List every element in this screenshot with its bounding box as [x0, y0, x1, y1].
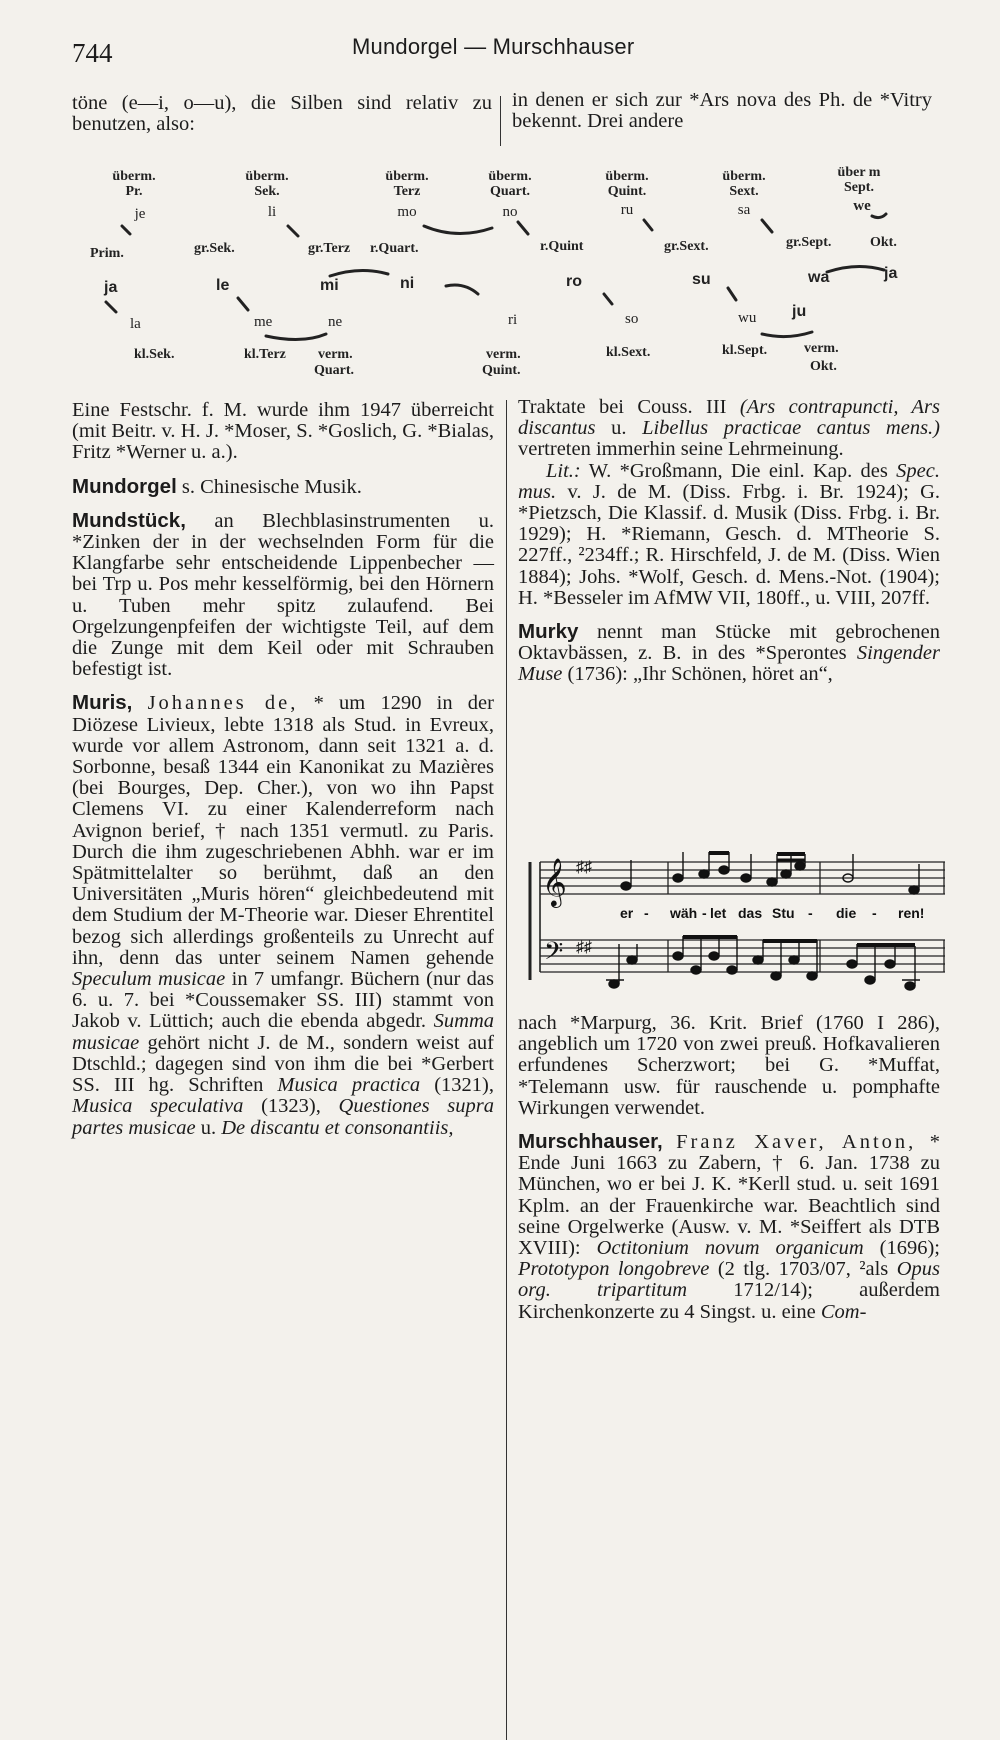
person-name: Johannes de, — [147, 692, 299, 715]
middle-label: Okt. — [870, 235, 897, 250]
entry-text: u. — [200, 1116, 217, 1139]
upper-syllable: sa — [737, 202, 751, 218]
note-head — [673, 952, 683, 960]
lower-syllable: ri — [508, 312, 518, 328]
entry-mundorgel — [72, 476, 494, 498]
entry-murky — [518, 621, 940, 686]
note-head — [847, 960, 857, 968]
work-title: Libellus practicae cantus mens.) — [642, 417, 941, 440]
top-left-text — [72, 93, 492, 135]
entry-text: vertreten immerhin seine Lehrmeinung. — [518, 438, 844, 461]
headword-muris: Muris, — [72, 691, 133, 715]
headword-mundorgel: Mundorgel — [72, 474, 177, 498]
arrow-mark — [288, 226, 298, 236]
arrow-mark — [762, 220, 772, 232]
person-name: Franz Xaver, Anton, — [676, 1131, 917, 1154]
running-head: Mundorgel — Murschhauser — [352, 34, 635, 59]
lower-syllable: wu — [738, 310, 757, 326]
upper-label: Quint. — [607, 184, 647, 199]
main-syllable: le — [216, 277, 230, 294]
lyric-syllable: let — [710, 905, 727, 921]
page-number: 744 — [72, 38, 113, 68]
note-head — [781, 870, 791, 878]
murky-continuation: nach *Marpurg, 36. Krit. Brief (1760 I 286), angeblich um 1720 von zwei preuß. Hofkavalieren erfundenes Scherzwort; bei G. *Muffat, *Telemann usw. für rauschende u. pomphafte Wirkungen verwendet. — [518, 1012, 940, 1119]
work-title: Opus org. tripartitum — [518, 1258, 941, 1302]
lower-syllable: la — [130, 316, 141, 332]
main-syllable: su — [692, 271, 711, 288]
column-divider — [506, 400, 507, 1740]
arc-mark — [330, 270, 388, 276]
upper-syllable: li — [267, 204, 277, 220]
work-title: Questiones supra partes musicae — [72, 1095, 494, 1139]
entry-text: Traktate bei Couss. III — [518, 396, 727, 418]
note-head — [789, 956, 799, 964]
lyric-syllable: das — [738, 905, 763, 921]
work-title: Speculum musicae — [72, 968, 226, 991]
entry-text: (1736): „Ihr Schönen, höret an“, — [567, 663, 833, 686]
lower-syllable: so — [625, 311, 639, 327]
right-column-lower — [518, 1013, 940, 1323]
headword-mundstueck: Mundstück, — [72, 508, 186, 532]
note-head — [741, 874, 751, 882]
middle-label: gr.Terz — [308, 241, 351, 256]
note-head — [865, 976, 875, 984]
key-signature: ♯♯ — [576, 939, 592, 956]
traktate-paragraph — [518, 397, 940, 461]
top-right-text — [512, 90, 932, 132]
entry-murschhauser — [518, 1131, 940, 1323]
note-head — [709, 952, 719, 960]
note-head — [719, 866, 729, 874]
entry-text: gehört nicht J. de M., sondern weist auf Dtschld.; dagegen sind von ihm die bei *Gerbert SS. III hg. Schriften — [72, 1031, 494, 1097]
music-example — [520, 840, 950, 1006]
upper-label: Sek. — [254, 184, 280, 199]
middle-label: r.Quart. — [370, 241, 419, 256]
middle-label: gr.Sext. — [664, 239, 709, 254]
note-head — [673, 874, 683, 882]
top-right-paragraph: in denen er sich zur *Ars nova des Ph. de *Vitry bekennt. Drei andere — [512, 89, 932, 133]
note-head — [767, 878, 777, 886]
upper-label: über m — [837, 165, 881, 180]
literature-paragraph — [518, 461, 940, 609]
arrow-mark — [238, 298, 248, 310]
entry-text: * um 1290 in der Diözese Livieux, lebte 1318 als Stud. in Evreux, wurde vor allem Astronom, dann seit 1321 a. d. Sorbonne, besaß 1344 ein Kanonikat zu Mazières (bei Bourges, Dep. Cher.), von wo ihn Papst Clemens VI. zu einer Kalenderreform nach Avignon berief, † nach 1351 vermutl. zu Paris. Durch die ihm zugeschriebenen Abhh. war er im Spätmittelalter so berühmt, daß an den Universitäten „Muris hören“ gleichbedeutend mit dem Studium der M-Theorie war. Dieser Ehrentitel bezog sich allerdings großenteils zu Unrecht auf ihn, denn das unter seinem Namen gehende — [72, 692, 494, 969]
entry-text: (1321), — [434, 1074, 494, 1097]
note-head — [609, 980, 619, 988]
entry-text: in 7 umfangr. Büchern (nur das 6. u. 7. bei *Coussemaker SS. III) stammt von Jakob v. Lüttich; auch die ebenda abgedr. — [72, 968, 495, 1033]
upper-label: überm. — [385, 169, 429, 184]
main-syllable: wa — [808, 269, 830, 286]
upper-label: Quart. — [489, 184, 531, 199]
bottom-label: kl.Sext. — [606, 345, 651, 360]
main-syllable: ja — [104, 279, 118, 296]
work-title: Prototypon longobreve — [518, 1258, 710, 1281]
upper-label: Pr. — [125, 184, 143, 199]
arc-mark — [827, 266, 884, 272]
entry-text: W. *Großmann, Die einl. Kap. des — [588, 459, 888, 482]
lower-syllable: ne — [328, 314, 343, 330]
bottom-label: Okt. — [810, 359, 837, 374]
upper-syllable: je — [134, 206, 146, 222]
note-head — [905, 982, 915, 990]
work-title: Musica practica — [277, 1074, 421, 1097]
arc-mark — [872, 214, 886, 218]
upper-label: Sext. — [729, 184, 759, 199]
lyric-syllable: die — [836, 905, 857, 921]
entry-mundstueck — [72, 510, 494, 681]
bottom-label: verm. — [804, 341, 839, 356]
main-syllable: ro — [566, 273, 582, 290]
note-head — [691, 966, 701, 974]
middle-label: Prim. — [90, 246, 124, 261]
upper-label: überm. — [488, 169, 532, 184]
upper-label: Terz — [393, 184, 421, 199]
arrow-mark — [106, 302, 116, 312]
left-column — [72, 400, 494, 1139]
key-signature: ♯♯ — [576, 859, 592, 876]
bottom-label: verm. — [318, 347, 353, 362]
lyric-syllable: Stu — [772, 905, 795, 921]
entry-text: 1712/14); außerdem Kirchenkonzerte zu 4 Singst. u. eine — [518, 1279, 940, 1323]
note-head — [795, 862, 805, 870]
arrow-mark — [604, 294, 612, 304]
main-syllable: ni — [400, 275, 415, 292]
upper-syllable: we — [853, 198, 871, 214]
upper-label: überm. — [245, 169, 289, 184]
note-head — [621, 882, 631, 890]
bottom-label: kl.Sept. — [722, 343, 768, 358]
entry-text: (1323), — [261, 1095, 321, 1118]
right-column — [518, 397, 940, 686]
main-syllable: mi — [320, 277, 339, 294]
upper-syllable: mo — [397, 204, 417, 220]
entry-text: (1696); — [879, 1237, 940, 1260]
arc-mark — [424, 226, 492, 234]
entry-text: v. J. de M. (Diss. Frbg. i. Br. 1924); G. *Pietzsch, Die Klassif. d. Musik (Diss. Frbg. i. Br. 1929); H. *Riemann, Gesch. d. MTheorie S. 227ff., ²234ff.; R. Hirschfeld, J. de M. (Diss. Wien 1884); Johs. *Wolf, Gesch. d. Mens.-Not. (1904); H. *Besseler im AfMW VII, 180ff., u. VIII, 207ff. — [518, 480, 941, 609]
main-syllable: ja — [884, 265, 898, 282]
work-title: De discantu et consonantiis, — [221, 1116, 454, 1139]
lower-syllable: ju — [792, 303, 807, 320]
moser-paragraph: Eine Festschr. f. M. wurde ihm 1947 überreicht (mit Beitr. v. H. J. *Moser, S. *Goslich, G. *Bialas, Fritz *Werner u. a.). — [72, 399, 494, 464]
arrow-mark — [122, 226, 130, 234]
entry-text: an Blechblasinstrumenten u. *Zinken der in der wechselnden Form für die Klangfarbe sehr entscheidende Lippenbecher — bei Trp u. Pos mehr kesselförmig, bei den Hörnern u. Tuben mehr spitz zulaufend. Bei Orgelzungenpfeifen der wichtigste Teil, auf dem die Zunge mit dem Keil oder mit Schrauben befestigt ist. — [72, 509, 494, 681]
work-title: Summa musicae — [72, 1010, 494, 1054]
entry-text: u. — [611, 417, 627, 440]
lyric-syllable: - — [644, 905, 649, 921]
middle-label: gr.Sept. — [786, 235, 832, 250]
note-head — [885, 960, 895, 968]
upper-syllable: no — [502, 204, 518, 220]
lit-label: Lit.: — [546, 459, 581, 482]
work-title: (Ars contrapuncti, Ars discantus — [518, 396, 940, 440]
upper-label: überm. — [112, 169, 156, 184]
upper-syllable: ru — [620, 202, 634, 218]
work-title: Singender Muse — [518, 642, 940, 686]
note-head — [627, 956, 637, 964]
lyric-syllable: ren! — [898, 905, 925, 921]
arrow-mark — [518, 222, 528, 234]
arc-mark — [446, 285, 478, 294]
solmization-diagram — [72, 158, 932, 388]
bottom-label: verm. — [486, 347, 521, 362]
middle-label: gr.Sek. — [194, 241, 235, 256]
headword-murky: Murky — [518, 620, 579, 644]
note-head — [699, 870, 709, 878]
entry-text: nennt man Stücke mit gebrochenen Oktavbässen, z. B. in des *Sperontes — [518, 621, 941, 665]
bottom-label: Quint. — [482, 363, 521, 378]
work-title: Com- — [820, 1300, 867, 1323]
upper-label: überm. — [722, 169, 766, 184]
arc-mark — [762, 332, 812, 337]
arrow-mark — [644, 220, 652, 230]
note-head — [909, 886, 919, 894]
headword-murschhauser: Murschhauser, — [518, 1130, 663, 1154]
entry-text: (2 tlg. 1703/07, ²als — [717, 1258, 889, 1281]
bottom-label: kl.Terz — [244, 347, 286, 362]
entry-text: s. Chinesische Musik. — [181, 475, 362, 498]
arrow-mark — [728, 288, 736, 300]
bass-clef: 𝄢 — [544, 938, 564, 971]
top-left-paragraph: töne (e—i, o—u), die Silben sind relativ zu benutzen, also: — [72, 92, 492, 136]
lower-syllable: me — [254, 314, 273, 330]
upper-label: Sept. — [844, 180, 874, 195]
bottom-label: kl.Sek. — [134, 347, 175, 362]
lyric-syllable: - — [702, 905, 707, 921]
work-title: Spec. mus. — [518, 459, 940, 503]
lyric-syllable: - — [872, 905, 877, 921]
entry-muris — [72, 692, 494, 1138]
arc-mark — [266, 334, 326, 340]
lyric-syllable: - — [808, 905, 813, 921]
lyric-syllable: er — [620, 905, 634, 921]
bottom-label: Quart. — [314, 363, 355, 378]
note-head — [807, 972, 817, 980]
note-head — [727, 966, 737, 974]
column-divider-top — [500, 96, 501, 146]
lyric-syllable: wäh — [670, 905, 698, 921]
middle-label: r.Quint — [540, 239, 584, 254]
note-head — [771, 972, 781, 980]
entry-text: * Ende Juni 1663 zu Zabern, † 6. Jan. 1738 zu München, wo er bei J. K. *Kerll stud. u. seit 1691 Kplm. an der Frauenkirche war. Beachtlich sind seine Orgelwerke (Ausw. v. M. *Seiffert als DTB XVIII): — [518, 1131, 940, 1260]
upper-label: überm. — [605, 169, 649, 184]
treble-clef: 𝄞 — [542, 858, 567, 905]
work-title: Musica speculativa — [72, 1095, 244, 1118]
work-title: Octitonium novum organicum — [596, 1237, 864, 1260]
note-head — [753, 956, 763, 964]
